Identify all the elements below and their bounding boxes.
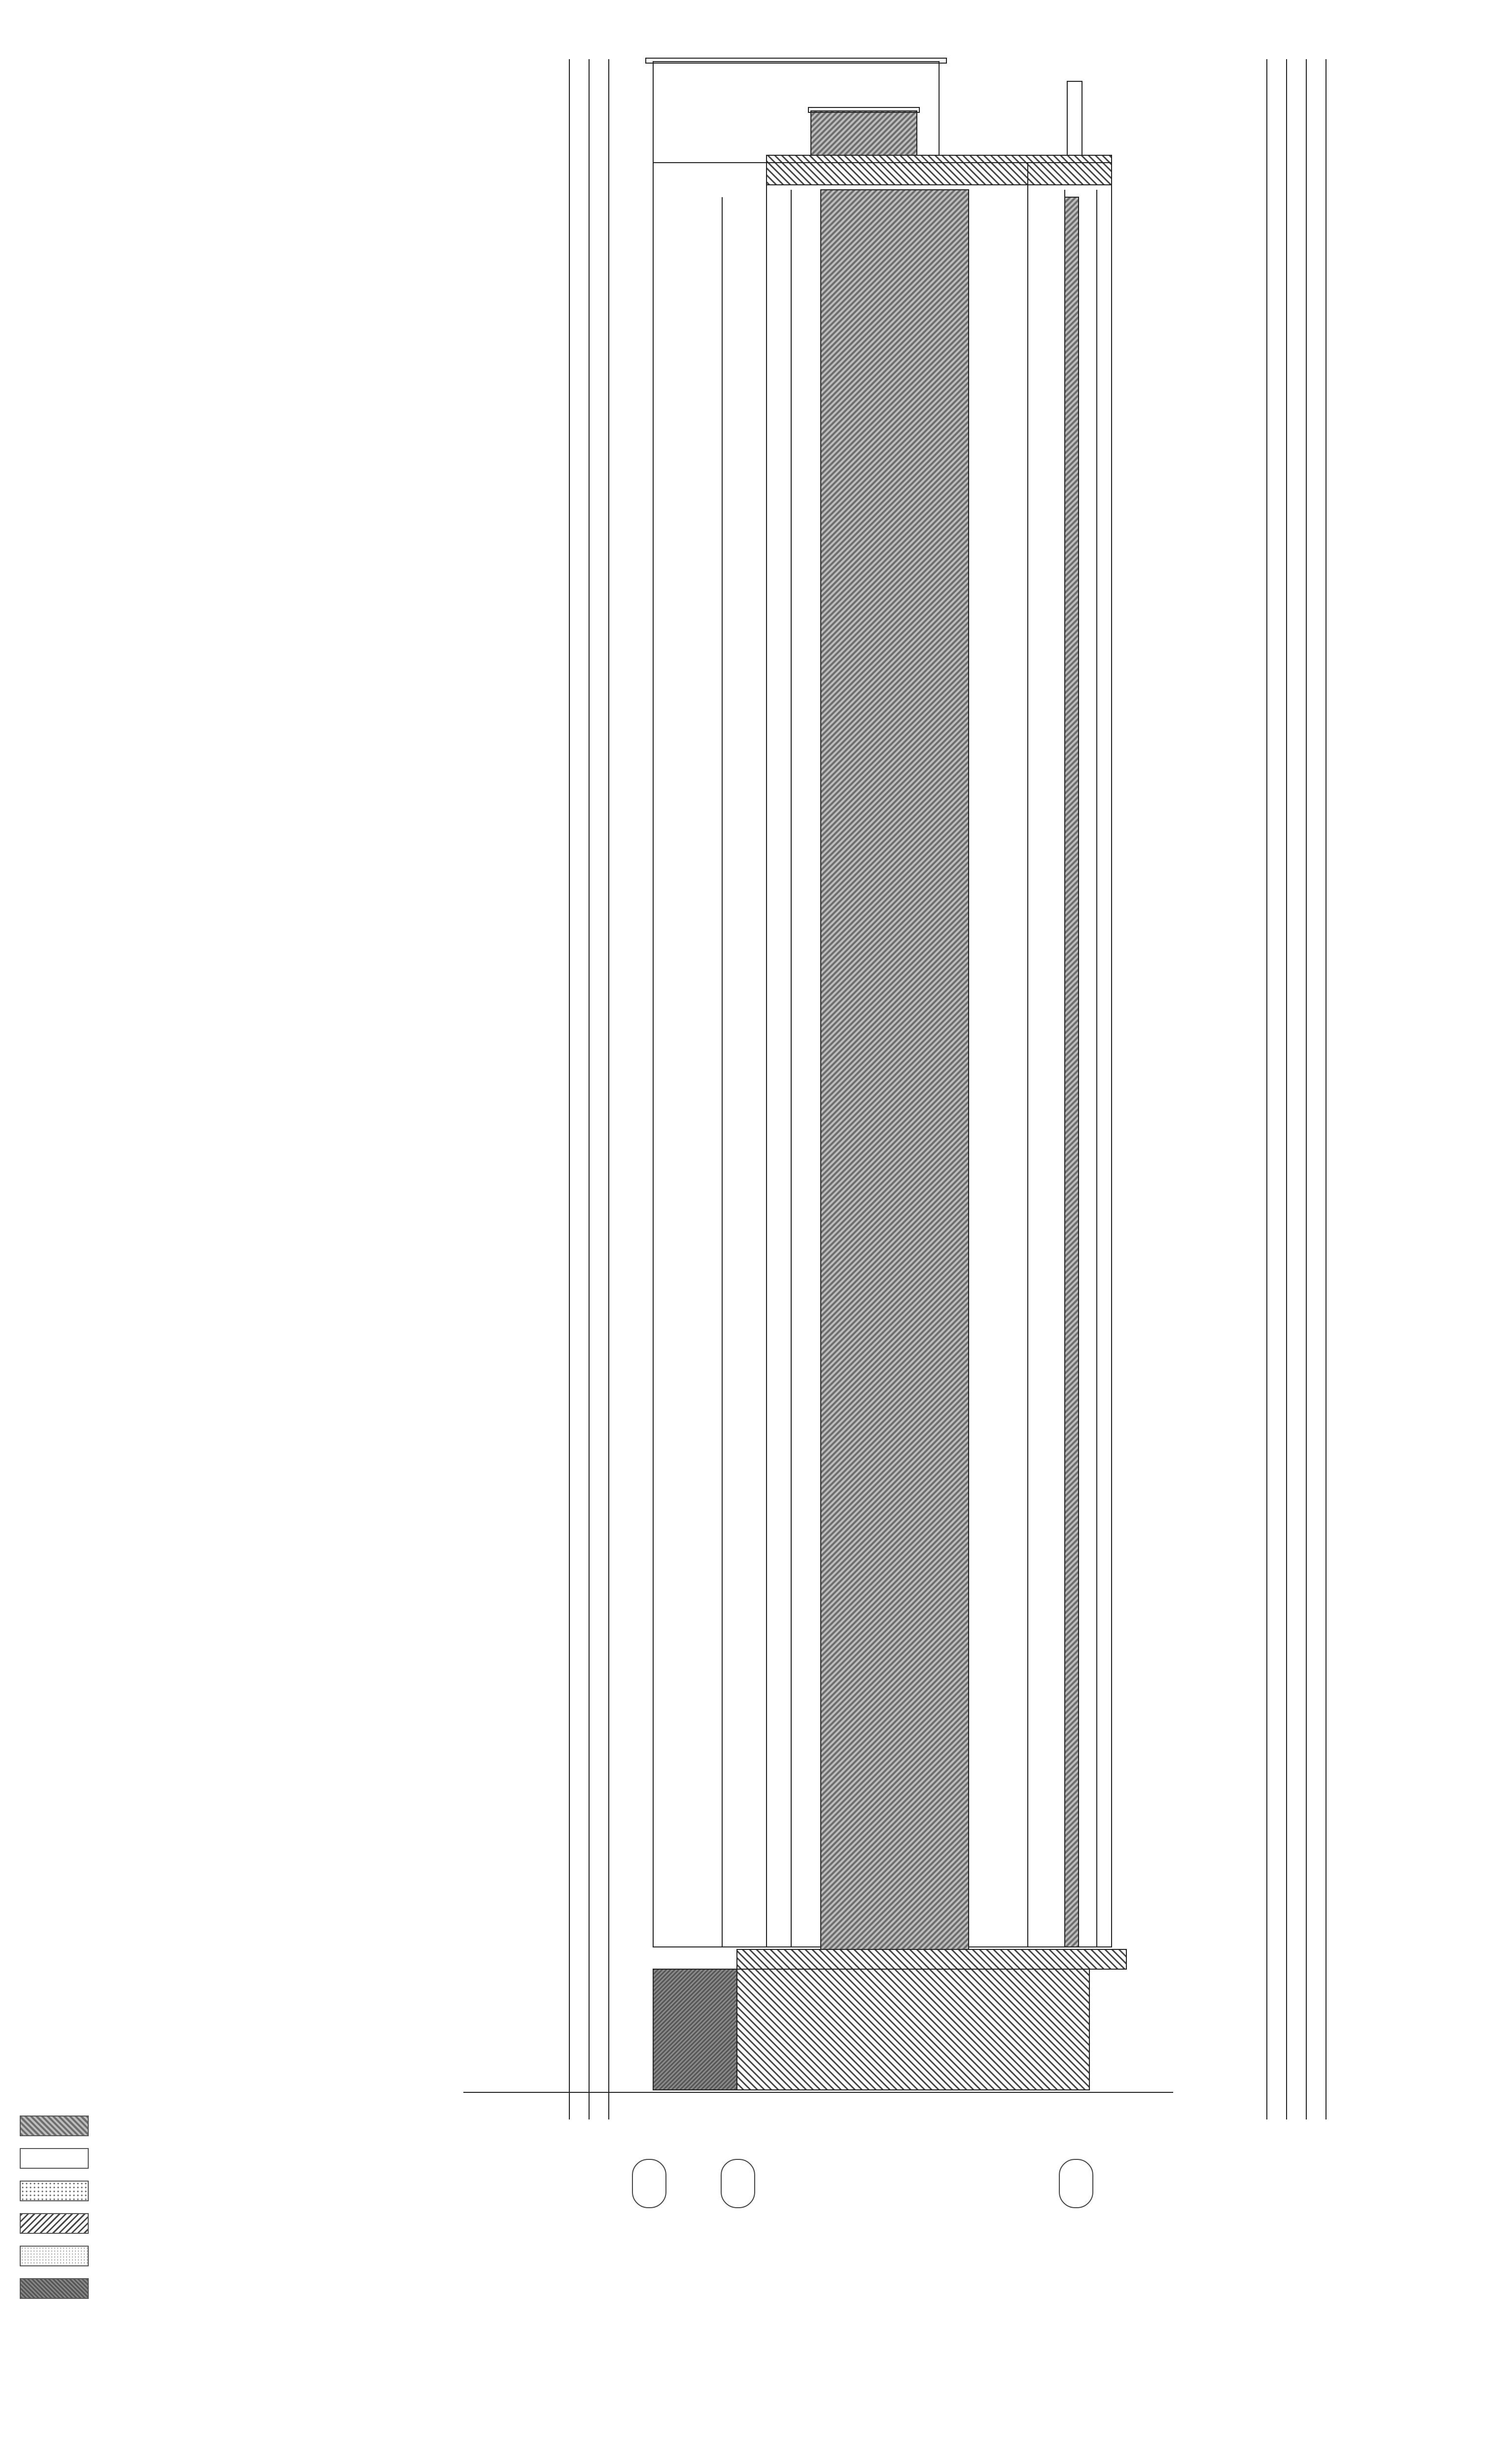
legend-swatch-light bbox=[20, 2246, 89, 2266]
right-stone-strip bbox=[1065, 197, 1079, 1947]
legend-swatch-dots bbox=[20, 2181, 89, 2201]
legend-item bbox=[20, 2207, 463, 2240]
axis-bubble-5a bbox=[721, 2159, 755, 2208]
legend bbox=[20, 2095, 463, 2305]
legend-item bbox=[20, 2142, 463, 2175]
axis-bubble-5-A bbox=[632, 2159, 666, 2208]
podium-left bbox=[653, 1969, 737, 2090]
roof-mast bbox=[1067, 81, 1082, 160]
podium-base bbox=[737, 1969, 1089, 2090]
legend-swatch-white bbox=[20, 2148, 89, 2169]
legend-item bbox=[20, 2272, 463, 2305]
legend-item bbox=[20, 2110, 463, 2142]
legend-item bbox=[20, 2175, 463, 2207]
legend-swatch-hatch bbox=[20, 2213, 89, 2234]
legend-swatch-grey bbox=[20, 2278, 89, 2299]
roof-parapet bbox=[767, 155, 1112, 185]
legend-item bbox=[20, 2240, 463, 2272]
legend-swatch-dark bbox=[20, 2116, 89, 2136]
central-column bbox=[821, 190, 969, 1949]
axis-bubble-5c bbox=[1059, 2159, 1093, 2208]
podium-canopy bbox=[737, 1949, 1126, 1969]
